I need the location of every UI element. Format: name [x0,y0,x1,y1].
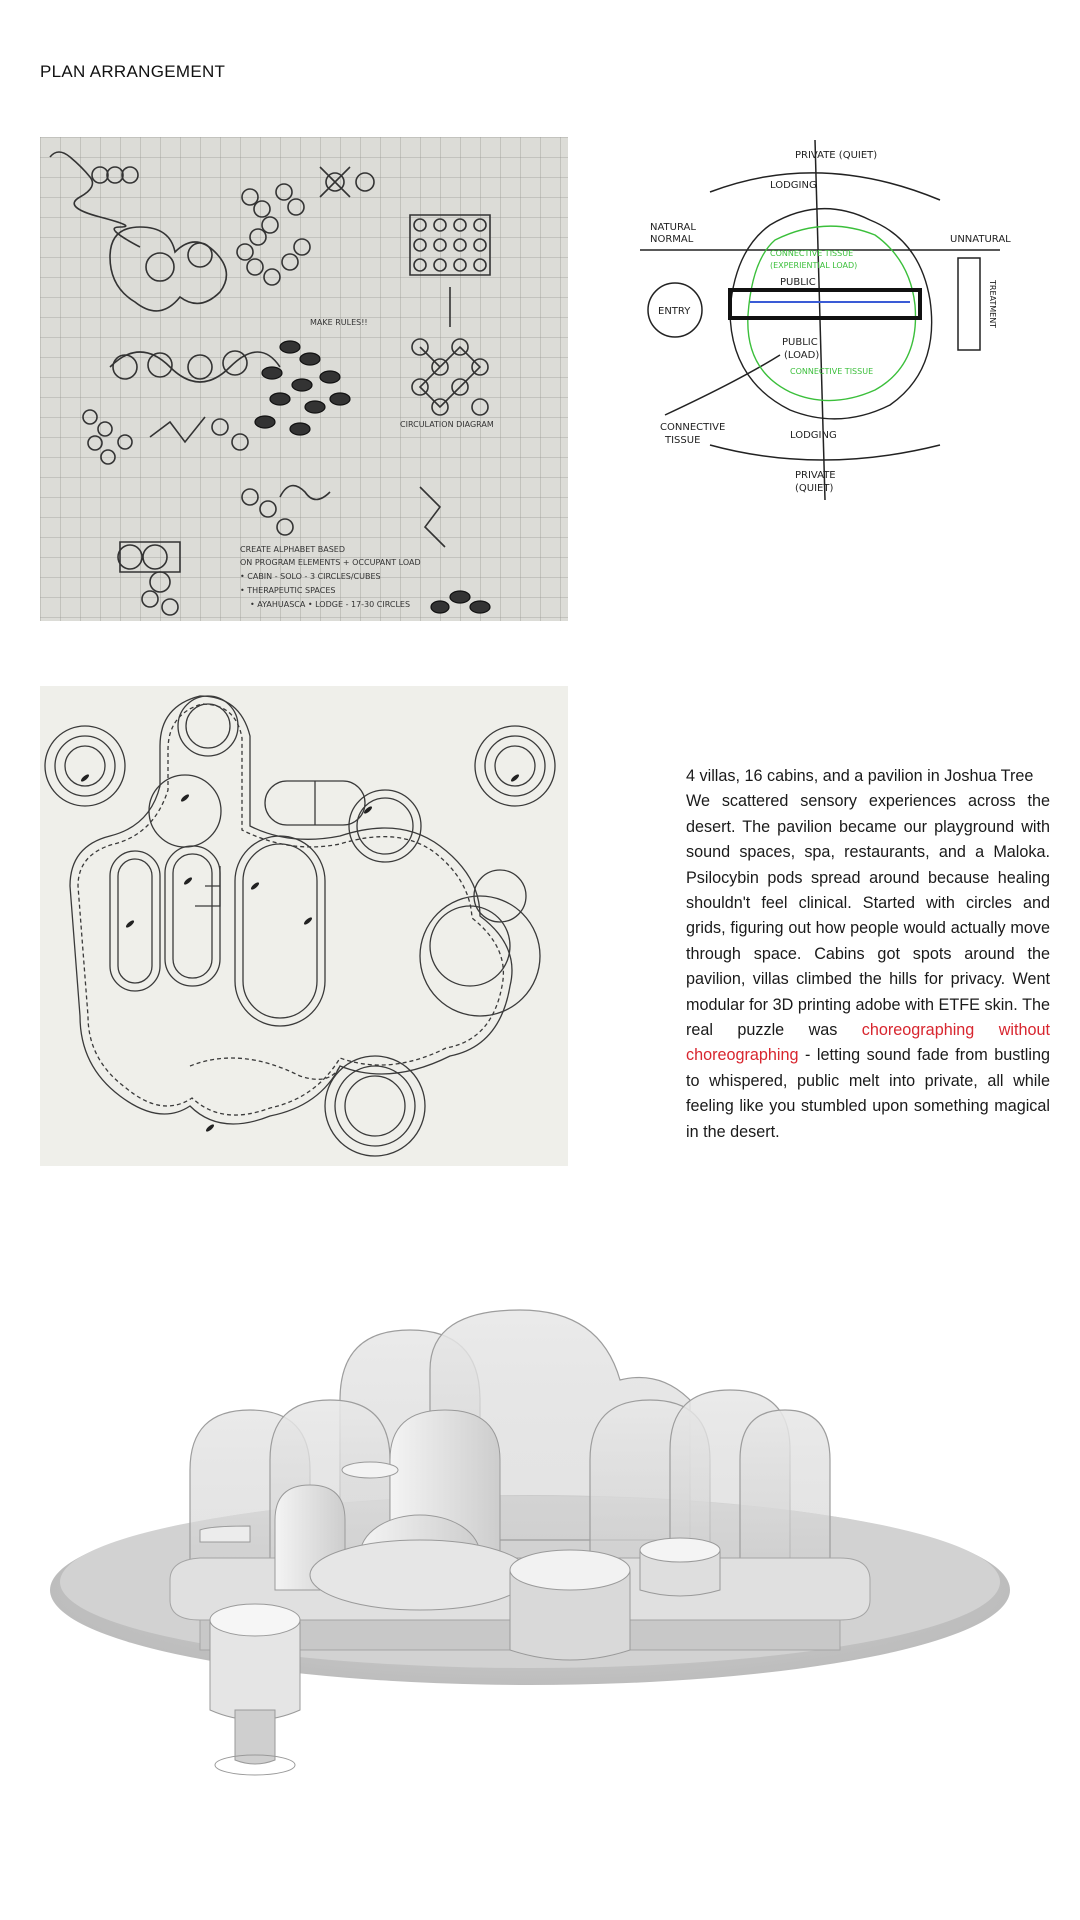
label-natural-1: NATURAL [650,222,696,233]
description-first-line: 4 villas, 16 cabins, and a pavilion in Joshua Tree [686,767,1034,785]
description-ending: - letting sound fade from bustling to whispered, public melt into private, all while feeling like you stumbled upon something magical in the desert. [686,1046,1050,1141]
label-experiential: (EXPERIENTIAL LOAD) [770,261,858,270]
zoning-diagram-sketch [620,130,1020,510]
note-circulation: CIRCULATION DIAGRAM [400,420,494,429]
label-load: (LOAD) [784,350,820,361]
plan-linework [40,686,568,1166]
label-public-bottom: PUBLIC [782,337,818,348]
label-connective-2: TISSUE [665,435,701,446]
label-lodging-bottom: LODGING [790,430,837,441]
label-entry: ENTRY [658,306,691,317]
render-illustration [40,1290,1040,1850]
pavilion-3d-render [40,1290,1040,1850]
note-make-rules: MAKE RULES!! [310,318,368,327]
label-lodging-top: LODGING [770,180,817,191]
project-description [686,764,1050,1145]
description-body: We scattered sensory experiences across the desert. The pavilion became our playground with sound spaces, spa, restaurants, and a Maloka. Psilocybin pods spread around because healing shouldn't feel clinical. Started with circles and grids, figuring out how people would actually move through space. Cabins got spots around the pavilion, villas climbed the hills for privacy. Went modular for 3D printing adobe with ETFE skin. The real puzzle was [686,792,1050,1040]
label-unnatural: UNNATURAL [950,234,1011,245]
zoning-diagram-drawing [620,130,1020,510]
label-public-top: PUBLIC [780,277,816,288]
description-highlight: choreographing without choreographing [686,1021,1050,1065]
note-line-4: • THERAPEUTIC SPACES [240,586,336,595]
page-heading: PLAN ARRANGEMENT [40,62,226,81]
note-line-2: ON PROGRAM ELEMENTS + OCCUPANT LOAD [240,558,421,567]
grid-sketch-drawing [40,137,568,621]
label-private-bottom-2: (QUIET) [795,483,834,494]
label-private-top: PRIVATE (QUIET) [795,150,878,161]
note-line-5: • AYAHUASCA • LODGE - 17-30 CIRCLES [250,600,411,609]
label-connective-bottom: CONNECTIVE TISSUE [790,367,874,376]
label-private-bottom-1: PRIVATE [795,470,836,481]
note-line-1: CREATE ALPHABET BASED [240,545,346,554]
label-connective-top: CONNECTIVE TISSUE [770,249,854,258]
label-treatment: TREATMENT [988,280,997,329]
label-natural-2: NORMAL [650,234,694,245]
plan-drawing [40,686,568,1166]
note-line-3: • CABIN - SOLO - 3 CIRCLES/CUBES [240,572,381,581]
label-connective-1: CONNECTIVE [660,422,726,433]
grid-paper-sketch [40,137,568,621]
